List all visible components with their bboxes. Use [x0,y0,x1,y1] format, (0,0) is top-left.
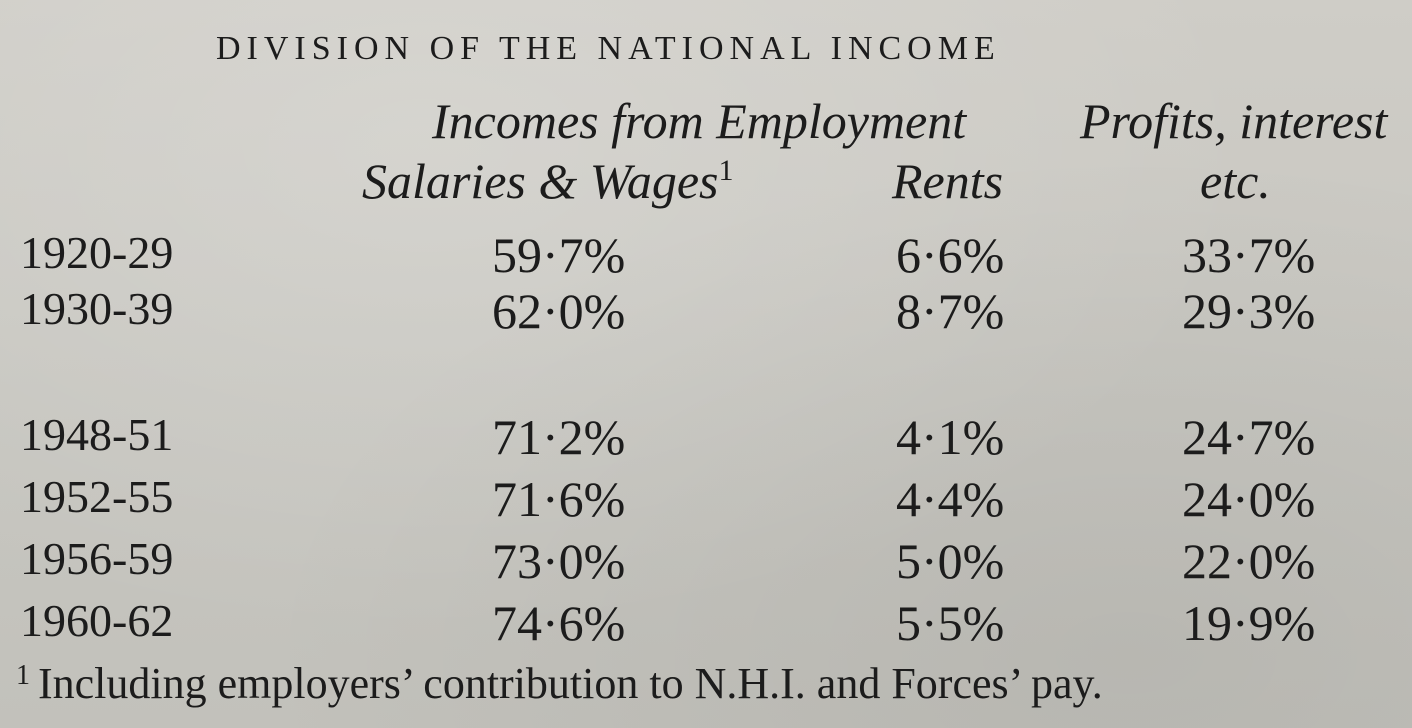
period-cell: 1948-51 [20,409,174,460]
rents-cell: 6·6% [896,227,1005,283]
salaries-cell: 73·0% [492,533,626,589]
salaries-cell: 62·0% [492,283,626,339]
header-etc: etc. [1200,153,1271,209]
salaries-cell: 71·6% [492,471,626,527]
period-cell: 1920-29 [20,227,174,278]
header-salaries-wages-label: Salaries & Wages [362,153,719,209]
profits-cell: 24·7% [1182,409,1316,465]
profits-cell: 19·9% [1182,595,1316,651]
header-profits-interest: Profits, interest [1080,93,1388,149]
rents-cell: 4·1% [896,409,1005,465]
rents-cell: 5·0% [896,533,1005,589]
period-cell: 1956-59 [20,533,174,584]
table-row [0,408,1412,464]
period-cell: 1930-39 [20,283,174,334]
profits-cell: 24·0% [1182,471,1316,527]
header-incomes-from-employment: Incomes from Employment [432,93,967,149]
header-rents: Rents [892,153,1004,209]
period-cell: 1952-55 [20,471,174,522]
table-row [0,226,1412,282]
table-title: DIVISION OF THE NATIONAL INCOME [216,30,1001,67]
profits-cell: 22·0% [1182,533,1316,589]
table-row [0,532,1412,588]
footnote-marker: 1 [718,154,734,187]
header-salaries-wages [362,152,734,210]
salaries-cell: 59·7% [492,227,626,283]
rents-cell: 8·7% [896,283,1005,339]
rents-cell: 5·5% [896,595,1005,651]
table-row [0,594,1412,650]
table-row [0,282,1412,338]
footnote [16,658,1103,709]
table-row [0,470,1412,526]
profits-cell: 29·3% [1182,283,1316,339]
period-cell: 1960-62 [20,595,174,646]
rents-cell: 4·4% [896,471,1005,527]
salaries-cell: 74·6% [492,595,626,651]
profits-cell: 33·7% [1182,227,1316,283]
salaries-cell: 71·2% [492,409,626,465]
footnote-text: Including employers’ contribution to N.H.I. and Forces’ pay. [38,659,1103,708]
footnote-mark: 1 [16,660,30,691]
